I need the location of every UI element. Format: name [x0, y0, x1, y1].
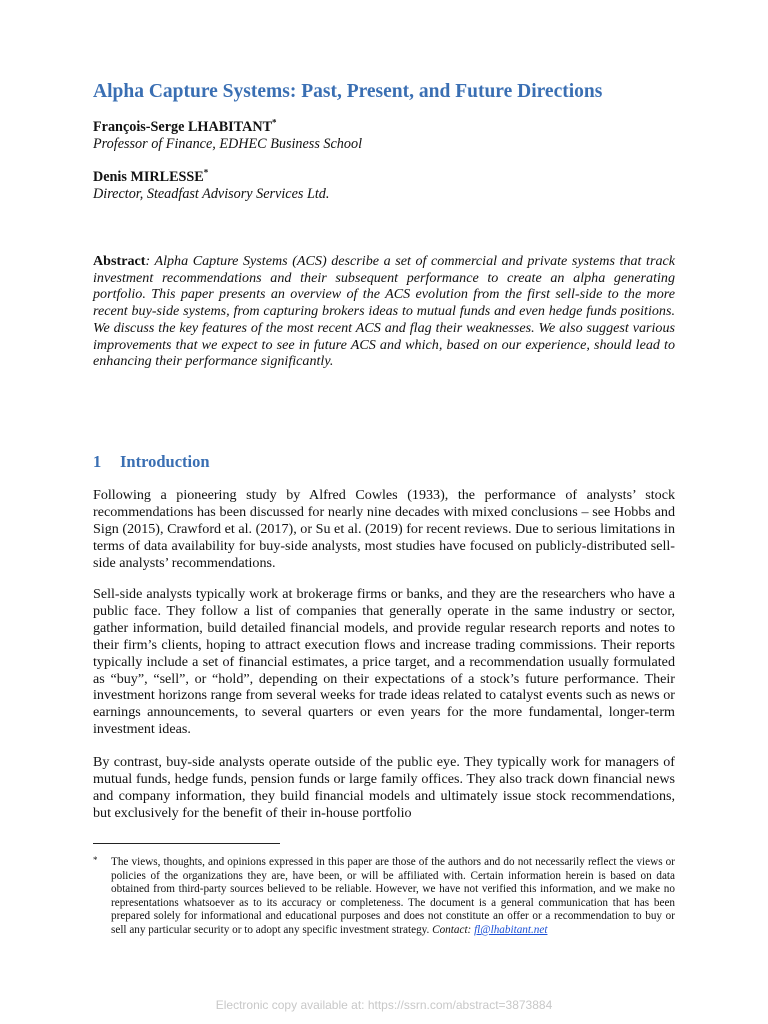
footnote-divider: [93, 843, 280, 844]
footnote-text: The views, thoughts, and opinions expressed in this paper are those of the authors and do not necessarily reflect the views or policies of the organizations they are, have been, or will be affiliated with. Certain information herein is based on data obtained from third-party sources believed to be reliable. However, we have not verified this information, and we make no representations whatsoever as to its accuracy or completeness. The document is a general communication that has been prepared solely for informational and educational purposes and does not constitute an offer or a recommendation to buy or sell any particular security or to adopt any specific investment strategy. Contact: fl@lhabitant.net: [111, 856, 675, 936]
abstract: [93, 253, 675, 370]
author-affiliation: Director, Steadfast Advisory Services Ltd.: [93, 186, 330, 202]
section-number: 1: [93, 452, 102, 471]
section-title: Introduction: [120, 452, 210, 471]
abstract-text: : Alpha Capture Systems (ACS) describe a set of commercial and private systems that track investment recommendations and their subsequent performance to create an alpha generating portfolio. This paper presents an overview of the ACS evolution from the first sell-side to the more recent buy-side systems, from capturing brokers ideas to mutual funds and even hedge funds positions. We discuss the key features of the most recent ACS and flag their weaknesses. We also suggest various improvements that we expect to see in future ACS and which, based on our experience, should lead to enhancing their performance significantly.: [93, 253, 675, 370]
author-name: Denis MIRLESSE*: [93, 167, 209, 185]
paper-title: Alpha Capture Systems: Past, Present, and Future Directions: [93, 81, 603, 102]
footnote: [93, 856, 675, 938]
body-paragraph-3: By contrast, buy-side analysts operate outside of the public eye. They typically work for managers of mutual funds, hedge funds, pension funds or large family offices. They also track down financial news and company information, they build financial models and ultimately issue stock recommendations, but exclusively for the benefit of their in-house portfolio: [93, 754, 675, 821]
footnote-mark: *: [93, 855, 98, 865]
contact-label: Contact:: [432, 923, 472, 936]
section-heading: [93, 452, 210, 472]
ssrn-watermark: Electronic copy available at: https://ssrn.com/abstract=3873884: [215, 998, 553, 1012]
author-block-2: [93, 169, 329, 203]
abstract-label: Abstract: [93, 253, 146, 269]
body-paragraph-1: Following a pioneering study by Alfred Cowles (1933), the performance of analysts’ stock recommendations has been discussed for nearly nine decades with mixed conclusions – see Hobbs and Sign (2015), Crawford et al. (2017), or Su et al. (2019) for recent reviews. Due to serious limitations in terms of data availability for buy-side analysts, most studies have focused on publicly-distributed sell-side analysts’ recommendations.: [93, 487, 675, 571]
author-affiliation: Professor of Finance, EDHEC Business School: [93, 136, 363, 152]
body-paragraph-2: Sell-side analysts typically work at brokerage firms or banks, and they are the researchers who have a public face. They follow a list of companies that generally operate in the same industry or sector, gather information, build detailed financial models, and provide regular research reports and notes to their firm’s clients, hoping to attract execution flows and increase trading commissions. Their reports typically include a set of financial estimates, a price target, and a recommendation usually formulated as “buy”, “sell”, or “hold”, depending on their expectations of a stock’s future performance. Their investment horizons range from several weeks for trade ideas related to catalyst events such as news or earnings announcements, to several quarters or even years for the more fundamental, longer-term investment ideas.: [93, 586, 675, 738]
author-footnote-mark: *: [203, 167, 209, 178]
author-block-1: [93, 119, 362, 153]
contact-email-link[interactable]: fl@lhabitant.net: [474, 923, 548, 936]
author-footnote-mark: *: [272, 117, 277, 128]
author-name: François-Serge LHABITANT*: [93, 117, 277, 135]
